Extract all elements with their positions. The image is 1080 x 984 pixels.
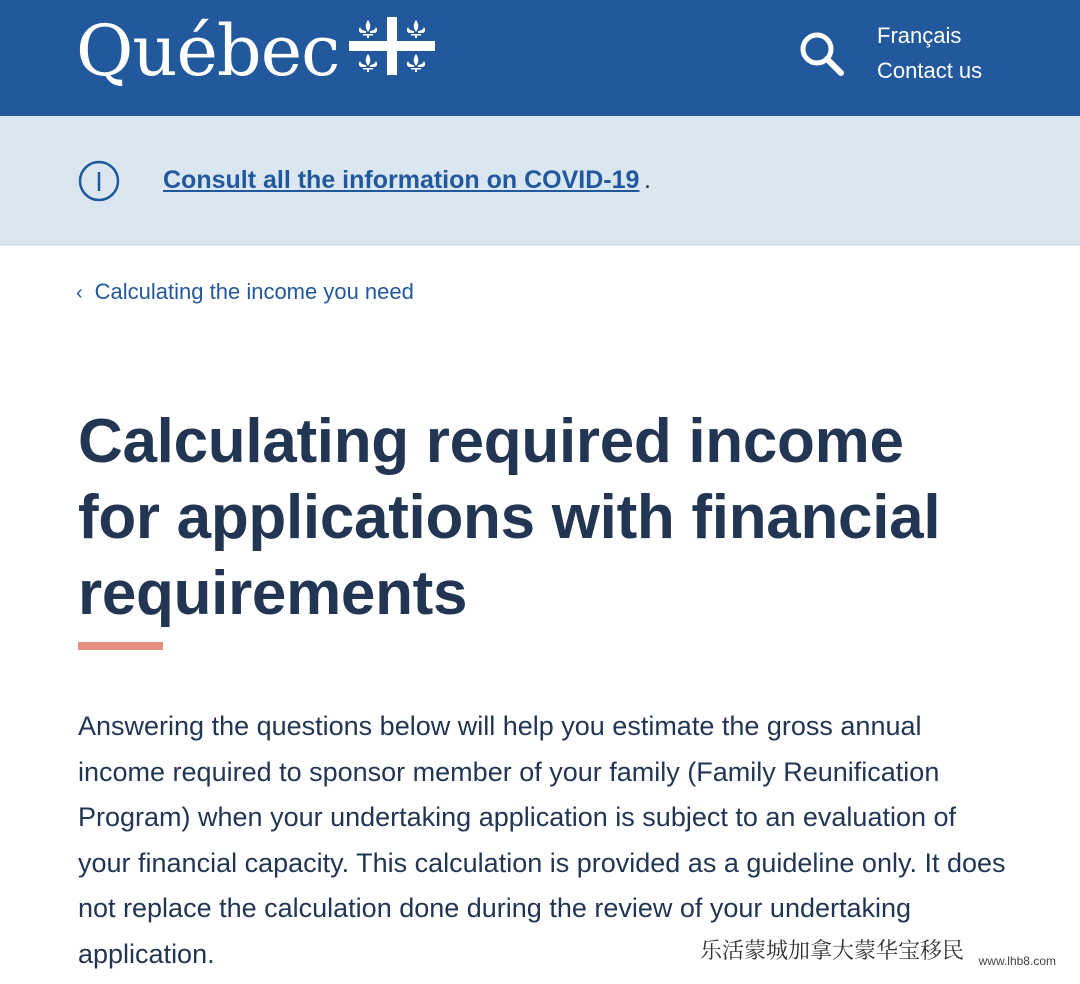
site-header bbox=[0, 0, 1080, 116]
contact-us-link[interactable]: Contact us bbox=[877, 58, 983, 83]
watermark-text: 乐活蒙城加拿大蒙华宝移民 bbox=[700, 937, 965, 963]
breadcrumb-label: Calculating the income you need bbox=[94, 279, 414, 304]
search-icon[interactable] bbox=[796, 28, 848, 80]
language-toggle-link[interactable]: Français bbox=[877, 23, 962, 48]
intro-paragraph: Answering the questions below will help you estimate the gross annual income required to sponsor member of your family (Family Reunification Program) when your undertaking application is subject to an evaluation of your financial capacity. This calculation is provided as a guideline only. It does not replace the calculation done during the review of your undertaking application. bbox=[78, 711, 1006, 969]
covid-link-period: . bbox=[644, 166, 651, 194]
chevron-left-icon: ‹ bbox=[76, 282, 83, 304]
wechat-watermark bbox=[700, 928, 1070, 970]
title-accent-rule bbox=[78, 642, 163, 650]
watermark-url: www.lhb8.com bbox=[978, 954, 1056, 968]
quebec-logo[interactable]: Québec bbox=[76, 10, 340, 92]
covid-info-link[interactable]: Consult all the information on COVID-19 bbox=[163, 166, 640, 194]
info-icon bbox=[78, 160, 120, 202]
breadcrumb-back-link[interactable] bbox=[76, 279, 414, 305]
fleurdelise-flag-icon bbox=[349, 17, 435, 75]
page-title: Calculating required income for applications with financial requirements bbox=[78, 407, 941, 628]
